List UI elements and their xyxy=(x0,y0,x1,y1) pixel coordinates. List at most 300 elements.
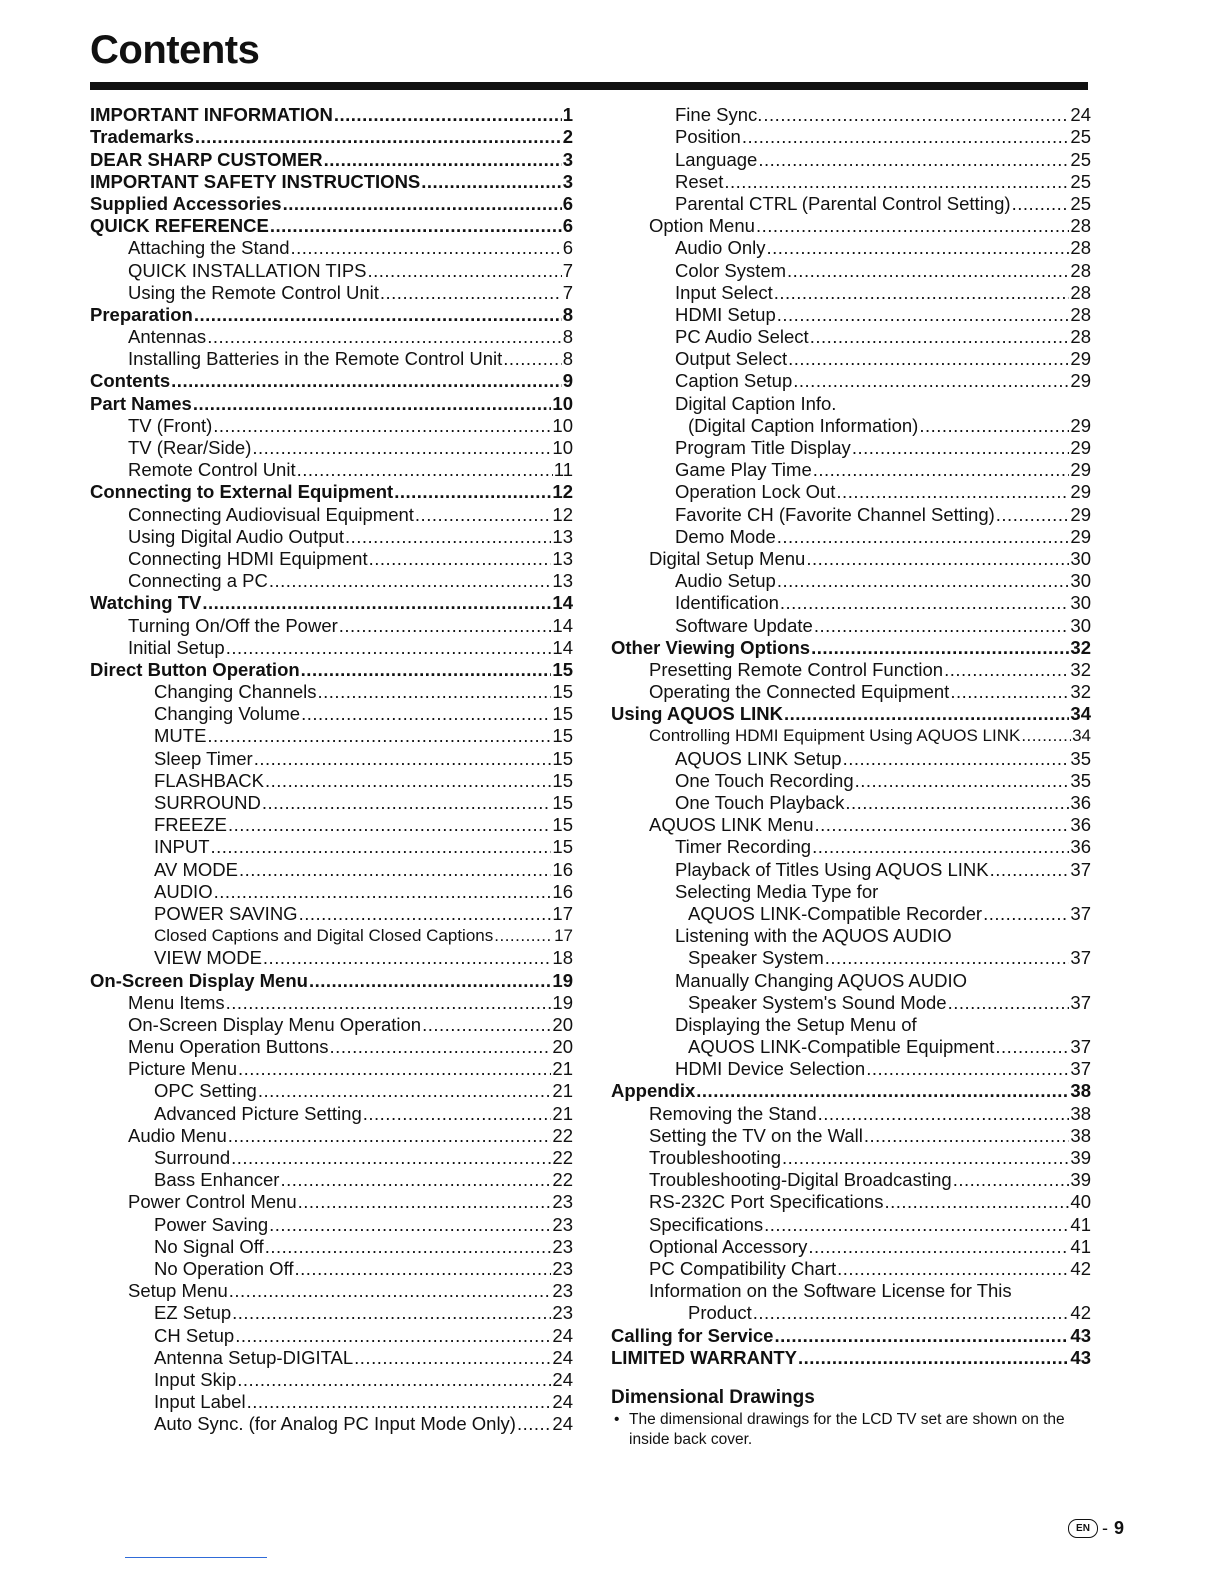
toc-leader-dots xyxy=(953,1169,1070,1191)
toc-leader-dots xyxy=(845,792,1069,814)
toc-entry xyxy=(90,925,573,947)
toc-leader-dots xyxy=(806,548,1069,570)
toc-entry-title: Information on the Software License for This xyxy=(649,1280,1012,1302)
toc-entry-page: 17 xyxy=(552,902,573,924)
toc-entry xyxy=(611,459,1091,481)
toc-entry-page: 39 xyxy=(1070,1147,1091,1168)
toc-entry-title: Digital Setup Menu xyxy=(649,547,806,569)
toc-entry-page: 21 xyxy=(552,1080,573,1102)
toc-leader-dots xyxy=(983,903,1069,925)
toc-entry xyxy=(90,858,573,880)
toc-entry-title: Connecting HDMI Equipment xyxy=(128,547,368,569)
toc-entry-page: 3 xyxy=(562,148,573,170)
toc-leader-dots xyxy=(270,215,562,237)
toc-entry-title: Power Control Menu xyxy=(128,1191,297,1213)
toc-entry xyxy=(90,1102,573,1124)
toc-entry-title: Auto Sync. (for Analog PC Input Mode Only) xyxy=(154,1413,516,1435)
toc-entry-title: Favorite CH (Favorite Channel Setting) xyxy=(675,503,995,525)
toc-entry-title: On-Screen Display Menu Operation xyxy=(128,1013,422,1035)
toc-entry xyxy=(611,1191,1091,1213)
toc-entry xyxy=(90,1302,573,1324)
toc-entry-title: MUTE xyxy=(154,725,207,747)
toc-leader-dots xyxy=(777,570,1070,592)
toc-entry xyxy=(611,215,1091,237)
toc-entry-title: Connecting Audiovisual Equipment xyxy=(128,503,414,525)
toc-entry xyxy=(90,548,573,570)
toc-entry-page: 14 xyxy=(552,636,573,658)
toc-entry xyxy=(611,370,1091,392)
toc-leader-dots xyxy=(813,459,1070,481)
toc-entry-title: INPUT xyxy=(154,836,210,858)
toc-leader-dots xyxy=(777,304,1070,326)
toc-entry-page: 29 xyxy=(1070,459,1091,481)
toc-entry-page: 34 xyxy=(1070,703,1091,725)
toc-entry-page: 8 xyxy=(562,326,573,348)
toc-leader-dots xyxy=(229,1280,552,1302)
toc-leader-dots xyxy=(948,992,1070,1014)
language-badge-icon: EN xyxy=(1068,1519,1098,1538)
toc-entry-title: VIEW MODE xyxy=(154,947,262,969)
toc-entry-title: Position xyxy=(675,126,741,148)
toc-entry xyxy=(90,415,573,437)
toc-entry-title: Troubleshooting-Digital Broadcasting xyxy=(649,1169,952,1191)
toc-entry-page: 29 xyxy=(1070,481,1091,503)
toc-entry-title: Fine Sync. xyxy=(675,104,763,126)
toc-leader-dots xyxy=(782,1147,1069,1169)
page-separator: - xyxy=(1102,1518,1108,1538)
toc-leader-dots xyxy=(696,1080,1069,1102)
toc-entry xyxy=(611,1324,1091,1346)
toc-entry-title: Surround xyxy=(154,1147,231,1168)
toc-entry-title: Output Select xyxy=(675,348,788,370)
toc-leader-dots xyxy=(787,260,1069,282)
toc-entry-page: 15 xyxy=(552,836,573,858)
toc-leader-dots xyxy=(843,748,1070,770)
toc-entry xyxy=(90,459,573,481)
toc-entry-page: 23 xyxy=(552,1235,573,1257)
toc-entry xyxy=(90,392,573,414)
toc-entry-page: 6 xyxy=(562,215,573,237)
toc-entry xyxy=(90,747,573,769)
toc-entry-title: TV (Rear/Side) xyxy=(128,437,252,458)
toc-leader-dots xyxy=(764,1214,1069,1236)
toc-entry-page: 15 xyxy=(552,725,573,747)
toc-entry-title: AUDIO xyxy=(154,880,213,902)
toc-entry-title: OPC Setting xyxy=(154,1080,257,1102)
toc-entry-page: 28 xyxy=(1070,281,1091,303)
toc-leader-dots xyxy=(742,126,1070,148)
toc-entry-title: Preparation xyxy=(90,303,193,325)
toc-entry xyxy=(90,1058,573,1080)
toc-leader-dots xyxy=(235,1325,551,1347)
toc-entry xyxy=(611,348,1091,370)
toc-leader-dots xyxy=(756,215,1069,237)
page-title: Contents xyxy=(90,28,260,72)
toc-leader-dots xyxy=(494,925,553,947)
toc-entry-page: 15 xyxy=(552,792,573,813)
toc-entry-title: IMPORTANT INFORMATION xyxy=(90,104,333,126)
toc-entry-title: Playback of Titles Using AQUOS LINK xyxy=(675,858,989,880)
toc-entry-title: Product xyxy=(688,1302,752,1324)
toc-leader-dots xyxy=(767,237,1070,259)
toc-entry xyxy=(90,326,573,348)
toc-entry xyxy=(611,148,1091,170)
toc-leader-dots xyxy=(214,881,552,903)
toc-entry xyxy=(611,1014,1091,1036)
toc-entry-page: 25 xyxy=(1070,192,1091,214)
toc-leader-dots xyxy=(788,348,1069,370)
toc-entry-page: 37 xyxy=(1070,1058,1091,1080)
toc-entry-page: 15 xyxy=(552,769,573,791)
toc-leader-dots xyxy=(195,126,562,148)
toc-entry-title: Removing the Stand xyxy=(649,1102,817,1124)
toc-entry xyxy=(611,836,1091,858)
toc-entry-page: 9 xyxy=(562,370,573,392)
toc-leader-dots xyxy=(194,304,562,326)
toc-entry-title: Using Digital Audio Output xyxy=(128,525,344,547)
toc-entry xyxy=(90,1036,573,1058)
toc-entry-page: 42 xyxy=(1070,1257,1091,1279)
toc-entry-page: 25 xyxy=(1070,126,1091,148)
toc-entry-page: 39 xyxy=(1070,1169,1091,1191)
toc-leader-dots xyxy=(380,282,562,304)
toc-entry-page: 29 xyxy=(1070,414,1091,436)
toc-entry-title: Controlling HDMI Equipment Using AQUOS LINK xyxy=(649,726,1021,746)
toc-entry-title: Setting the TV on the Wall xyxy=(649,1124,863,1146)
toc-leader-dots xyxy=(421,171,561,193)
toc-entry-title: Software Update xyxy=(675,614,813,636)
toc-leader-dots xyxy=(758,149,1069,171)
toc-entry-title: Demo Mode xyxy=(675,525,776,547)
toc-entry xyxy=(90,992,573,1014)
toc-leader-dots xyxy=(777,526,1070,548)
toc-leader-dots xyxy=(753,1302,1070,1324)
toc-leader-dots xyxy=(238,1058,551,1080)
toc-entry xyxy=(611,1147,1091,1169)
toc-entry-page: 25 xyxy=(1070,148,1091,170)
toc-leader-dots xyxy=(864,1125,1070,1147)
toc-leader-dots xyxy=(793,370,1069,392)
toc-leader-dots xyxy=(318,681,552,703)
toc-entry-title: Identification xyxy=(675,592,779,614)
toc-leader-dots xyxy=(202,592,551,614)
toc-entry-title: Listening with the AQUOS AUDIO xyxy=(675,925,952,947)
toc-entry-title: Connecting to External Equipment xyxy=(90,481,394,503)
toc-entry xyxy=(611,304,1091,326)
toc-leader-dots xyxy=(825,947,1070,969)
toc-entry-title: Timer Recording xyxy=(675,836,812,858)
toc-leader-dots xyxy=(207,725,551,747)
toc-entry-page: 1 xyxy=(562,104,573,126)
toc-entry xyxy=(611,193,1091,215)
toc-entry-title: Antennas xyxy=(128,326,207,348)
toc-leader-dots xyxy=(339,615,552,637)
toc-entry-page: 7 xyxy=(562,259,573,281)
toc-entry xyxy=(90,171,573,193)
toc-entry-page: 17 xyxy=(554,926,573,946)
toc-entry xyxy=(90,903,573,925)
toc-entry-title: Contents xyxy=(90,370,171,392)
toc-entry-page: 32 xyxy=(1070,636,1091,658)
toc-entry xyxy=(611,969,1091,991)
toc-entry-page: 23 xyxy=(552,1302,573,1324)
toc-entry-page: 22 xyxy=(552,1169,573,1191)
toc-entry-page: 30 xyxy=(1070,592,1091,614)
toc-entry xyxy=(611,282,1091,304)
toc-entry xyxy=(90,659,573,681)
toc-entry-page: 34 xyxy=(1072,726,1091,746)
toc-leader-dots xyxy=(265,1236,552,1258)
toc-entry-page: 24 xyxy=(1070,104,1091,126)
toc-entry-title: Presetting Remote Control Function xyxy=(649,658,944,680)
toc-leader-dots xyxy=(262,792,552,814)
toc-entry xyxy=(90,104,573,126)
toc-entry-page: 24 xyxy=(552,1391,573,1413)
toc-entry-title: EZ Setup xyxy=(154,1302,232,1324)
toc-entry xyxy=(90,259,573,281)
toc-entry-page: 16 xyxy=(552,858,573,880)
toc-entry xyxy=(90,725,573,747)
toc-leader-dots xyxy=(724,171,1069,193)
toc-entry-title: Direct Button Operation xyxy=(90,658,300,680)
toc-entry-title: POWER SAVING xyxy=(154,902,298,924)
toc-entry xyxy=(90,570,573,592)
toc-entry xyxy=(611,570,1091,592)
toc-entry xyxy=(611,326,1091,348)
toc-leader-dots xyxy=(269,1214,551,1236)
toc-leader-dots xyxy=(295,1258,552,1280)
toc-leader-dots xyxy=(837,1258,1069,1280)
toc-entry-title: One Touch Recording xyxy=(675,769,854,791)
toc-entry xyxy=(611,992,1091,1014)
toc-leader-dots xyxy=(944,659,1069,681)
toc-leader-dots xyxy=(852,437,1070,459)
toc-entry xyxy=(90,614,573,636)
toc-entry-title: AQUOS LINK Setup xyxy=(675,747,842,769)
toc-entry-page: 23 xyxy=(552,1280,573,1302)
toc-entry-title: Audio Menu xyxy=(128,1124,227,1146)
toc-entry-page: 37 xyxy=(1070,1036,1091,1058)
toc-entry xyxy=(90,969,573,991)
toc-entry-page: 38 xyxy=(1070,1080,1091,1102)
toc-entry-page: 30 xyxy=(1070,614,1091,636)
toc-entry-page: 24 xyxy=(552,1368,573,1390)
toc-leader-dots xyxy=(231,1147,551,1169)
toc-entry-title: One Touch Playback xyxy=(675,792,845,813)
toc-entry-page: 43 xyxy=(1070,1346,1091,1368)
toc-entry xyxy=(611,1125,1091,1147)
toc-entry-page: 28 xyxy=(1070,259,1091,281)
toc-entry-page: 19 xyxy=(552,969,573,991)
toc-entry-page: 41 xyxy=(1070,1235,1091,1257)
toc-entry-page: 36 xyxy=(1070,792,1091,813)
toc-leader-dots xyxy=(269,570,552,592)
toc-entry xyxy=(90,348,573,370)
toc-entry-title: Digital Caption Info. xyxy=(675,392,837,414)
toc-leader-dots xyxy=(774,282,1070,304)
toc-entry xyxy=(90,148,573,170)
toc-entry-title: Other Viewing Options xyxy=(611,636,811,658)
toc-leader-dots xyxy=(301,703,551,725)
toc-leader-dots xyxy=(503,348,561,370)
toc-entry-title: Speaker System xyxy=(688,947,824,969)
toc-entry-title: Operating the Connected Equipment xyxy=(649,681,950,703)
toc-entry-page: 15 xyxy=(552,681,573,703)
toc-entry xyxy=(90,947,573,969)
toc-leader-dots xyxy=(299,903,552,925)
toc-entry-title: Menu Items xyxy=(128,991,225,1013)
toc-entry-title: Input Select xyxy=(675,281,773,303)
toc-entry-title: Calling for Service xyxy=(611,1324,774,1346)
toc-entry-title: Audio Only xyxy=(675,237,766,259)
toc-entry-page: 29 xyxy=(1070,503,1091,525)
toc-entry-title: Antenna Setup-DIGITAL xyxy=(154,1346,354,1368)
toc-entry xyxy=(90,637,573,659)
toc-entry-page: 18 xyxy=(552,947,573,969)
toc-entry-title: PC Compatibility Chart xyxy=(649,1257,837,1279)
toc-right-column xyxy=(611,104,1091,1369)
toc-entry-title: Setup Menu xyxy=(128,1280,228,1302)
toc-entry-page: 41 xyxy=(1070,1213,1091,1235)
toc-entry-title: IMPORTANT SAFETY INSTRUCTIONS xyxy=(90,170,421,192)
toc-entry-page: 10 xyxy=(552,414,573,436)
toc-leader-dots xyxy=(258,1080,552,1102)
toc-entry-page: 29 xyxy=(1070,370,1091,392)
toc-entry-title: Turning On/Off the Power xyxy=(128,614,338,636)
toc-entry-page: 37 xyxy=(1070,858,1091,880)
toc-entry-page: 38 xyxy=(1070,1102,1091,1124)
toc-leader-dots xyxy=(950,681,1069,703)
toc-entry xyxy=(90,814,573,836)
toc-entry-title: DEAR SHARP CUSTOMER xyxy=(90,148,323,170)
toc-leader-dots xyxy=(324,149,562,171)
toc-leader-dots xyxy=(995,1036,1069,1058)
toc-entry-title: Advanced Picture Setting xyxy=(154,1102,362,1124)
toc-entry-title: Troubleshooting xyxy=(649,1147,781,1168)
toc-entry-page: 11 xyxy=(553,459,573,481)
toc-leader-dots xyxy=(368,260,562,282)
toc-leader-dots xyxy=(517,1413,551,1435)
toc-leader-dots xyxy=(855,770,1070,792)
toc-entry-page: 13 xyxy=(552,570,573,592)
toc-entry xyxy=(611,1036,1091,1058)
toc-entry-title: Bass Enhancer xyxy=(154,1169,280,1191)
toc-entry-title: Reset xyxy=(675,170,724,192)
toc-entry xyxy=(611,637,1091,659)
toc-entry-title: Operation Lock Out xyxy=(675,481,836,503)
toc-entry-title: Input Skip xyxy=(154,1368,237,1390)
toc-entry-title: Using the Remote Control Unit xyxy=(128,281,379,303)
toc-entry xyxy=(611,1169,1091,1191)
toc-entry xyxy=(90,770,573,792)
toc-entry-page: 15 xyxy=(552,703,573,725)
toc-entry-title: On-Screen Display Menu xyxy=(90,969,308,991)
toc-entry xyxy=(90,1125,573,1147)
dimensional-drawings-note xyxy=(611,1410,1081,1450)
toc-entry xyxy=(90,836,573,858)
toc-leader-dots xyxy=(228,1125,552,1147)
toc-entry-page: 22 xyxy=(552,1124,573,1146)
toc-leader-dots xyxy=(422,1014,551,1036)
toc-entry-page: 43 xyxy=(1070,1324,1091,1346)
toc-entry-title: Specifications xyxy=(649,1213,764,1235)
toc-entry-title: Picture Menu xyxy=(128,1058,237,1080)
toc-entry-page: 28 xyxy=(1070,215,1091,237)
toc-leader-dots xyxy=(811,637,1069,659)
toc-entry-page: 29 xyxy=(1070,437,1091,458)
toc-entry-page: 20 xyxy=(552,1036,573,1058)
toc-entry xyxy=(90,503,573,525)
toc-entry xyxy=(611,526,1091,548)
toc-leader-dots xyxy=(263,947,552,969)
toc-entry xyxy=(611,1280,1091,1302)
toc-leader-dots xyxy=(990,859,1070,881)
toc-entry xyxy=(90,681,573,703)
toc-entry xyxy=(90,126,573,148)
toc-entry-page: 14 xyxy=(552,614,573,636)
toc-entry xyxy=(611,1347,1091,1369)
toc-leader-dots xyxy=(363,1103,552,1125)
toc-entry xyxy=(611,792,1091,814)
toc-entry-page: 2 xyxy=(562,126,573,148)
toc-entry-page: 30 xyxy=(1070,547,1091,569)
toc-leader-dots xyxy=(193,393,552,415)
toc-entry-page: 29 xyxy=(1070,525,1091,547)
toc-leader-dots xyxy=(239,859,551,881)
toc-entry-title: Displaying the Setup Menu of xyxy=(675,1013,917,1035)
toc-entry-page: 10 xyxy=(552,392,573,414)
toc-leader-dots xyxy=(290,237,561,259)
toc-entry-title: RS-232C Port Specifications xyxy=(649,1191,884,1213)
toc-entry xyxy=(611,415,1091,437)
toc-leader-dots xyxy=(996,504,1070,526)
toc-entry-title: Option Menu xyxy=(649,215,755,237)
toc-entry-title: Optional Accessory xyxy=(649,1235,808,1257)
toc-leader-dots xyxy=(213,415,551,437)
toc-leader-dots xyxy=(330,1036,552,1058)
toc-entry xyxy=(611,503,1091,525)
toc-leader-dots xyxy=(814,615,1070,637)
toc-entry-page: 19 xyxy=(552,991,573,1013)
toc-entry-page: 37 xyxy=(1070,947,1091,969)
toc-entry-page: 37 xyxy=(1070,991,1091,1013)
toc-entry xyxy=(90,237,573,259)
toc-leader-dots xyxy=(808,1236,1069,1258)
toc-entry-page: 23 xyxy=(552,1213,573,1235)
toc-entry-title: Initial Setup xyxy=(128,636,225,658)
toc-entry-title: Appendix xyxy=(611,1080,696,1102)
toc-leader-dots xyxy=(283,193,562,215)
toc-entry xyxy=(90,282,573,304)
toc-entry-title: HDMI Device Selection xyxy=(675,1058,866,1080)
toc-entry-title: Speaker System's Sound Mode xyxy=(688,991,947,1013)
toc-entry xyxy=(90,703,573,725)
toc-entry xyxy=(90,1347,573,1369)
toc-entry xyxy=(611,548,1091,570)
toc-entry-title: HDMI Setup xyxy=(675,303,776,325)
toc-entry xyxy=(611,1080,1091,1102)
toc-entry xyxy=(611,437,1091,459)
toc-entry xyxy=(90,1014,573,1036)
toc-entry-page: 15 xyxy=(552,747,573,769)
toc-entry-title: AV MODE xyxy=(154,858,238,880)
toc-entry-title: (Digital Caption Information) xyxy=(688,414,919,436)
toc-entry-page: 24 xyxy=(552,1346,573,1368)
toc-entry xyxy=(611,614,1091,636)
toc-leader-dots xyxy=(836,481,1069,503)
toc-entry-title: Supplied Accessories xyxy=(90,192,282,214)
toc-entry-page: 28 xyxy=(1070,303,1091,325)
